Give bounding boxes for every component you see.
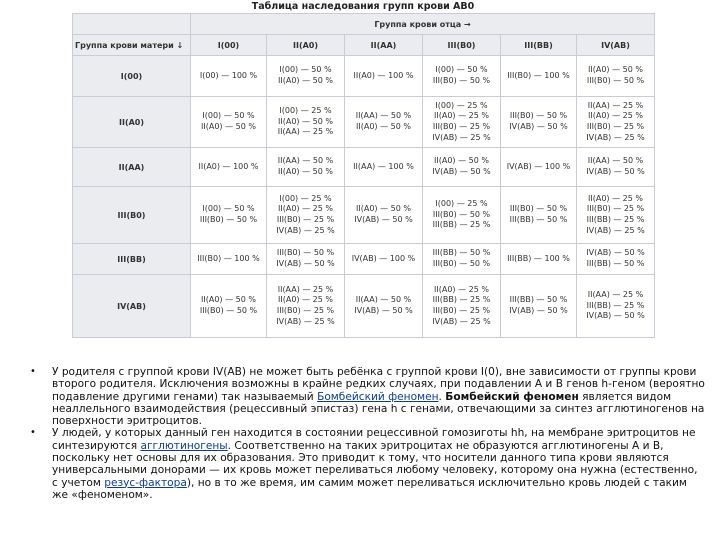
table-cell: [577, 148, 655, 187]
cell-line: II(A0) — 50 %: [278, 116, 333, 126]
cell-line: I(00) — 25 %: [279, 193, 332, 203]
cell-line: III(B0) — 25 %: [276, 306, 335, 315]
cell-line: II(A0) — 100 %: [198, 161, 259, 171]
cell-line: II(A0) — 50 %: [434, 156, 489, 166]
table-title: Таблица наследования групп крови AB0: [251, 1, 475, 12]
cell-line: IV(AB) — 100 %: [506, 161, 571, 171]
table-cell: [267, 97, 345, 148]
cell-line: II(A0) — 50 %: [201, 295, 256, 305]
table-cell: [345, 275, 423, 338]
cell-line: III(BB) — 25 %: [586, 300, 645, 310]
cell-line: IV(AB) — 50 %: [432, 167, 491, 176]
cell-line: II(A0) — 25 %: [278, 204, 333, 214]
cell-line: II(A0) — 50 %: [201, 122, 256, 131]
cell-line: II(AA) — 100 %: [353, 161, 414, 171]
table-cell: [423, 56, 501, 97]
table-cell: [267, 187, 345, 244]
cell-line: IV(AB) — 25 %: [432, 132, 491, 142]
table-cell: [423, 187, 501, 244]
cell-line: IV(AB) — 50 %: [354, 215, 413, 224]
cell-line: III(B0) — 25 %: [432, 306, 491, 315]
table-cell: [345, 187, 423, 244]
cell-line: IV(AB) — 25 %: [586, 132, 645, 142]
table-cell: [267, 56, 345, 97]
cell-line: III(B0) — 100 %: [197, 253, 260, 263]
table-cell: [501, 275, 577, 338]
mother-group-cell: II(AA): [73, 148, 191, 187]
header-row-father: [73, 14, 655, 35]
col-header: IV(AB): [577, 35, 655, 56]
cell-line: IV(AB) — 50 %: [586, 167, 645, 176]
table-cell: [423, 97, 501, 148]
cell-line: III(B0) — 50 %: [199, 215, 258, 224]
cell-line: III(BB) — 25 %: [432, 295, 491, 305]
table-row: [73, 148, 655, 187]
cell-line: III(B0) — 50 %: [199, 306, 258, 315]
cell-line: II(A0) — 50 %: [356, 204, 411, 214]
cell-line: III(B0) — 50 %: [432, 259, 491, 268]
cell-line: III(BB) — 50 %: [586, 259, 645, 268]
cell-line: III(B0) — 50 %: [509, 111, 568, 121]
table-cell: [423, 148, 501, 187]
cell-line: III(B0) — 25 %: [432, 122, 491, 131]
inheritance-table: [72, 13, 655, 338]
cell-line: III(BB) — 100 %: [507, 253, 570, 263]
cell-line: II(A0) — 50 %: [278, 167, 333, 176]
cell-line: III(B0) — 100 %: [507, 70, 570, 80]
cell-line: II(A0) — 50 %: [356, 122, 411, 131]
cell-line: II(AA) — 25 %: [277, 284, 334, 294]
table-cell: [501, 56, 577, 97]
blood-group-table-block: [72, 0, 654, 338]
cell-line: I(00) — 100 %: [199, 70, 258, 80]
table-cell: [345, 56, 423, 97]
mother-group-cell: IV(AB): [73, 275, 191, 338]
father-header: Группа крови отца →: [191, 14, 655, 35]
cell-line: I(00) — 25 %: [279, 106, 332, 116]
table-cell: [191, 187, 267, 244]
table-cell: [501, 148, 577, 187]
cell-line: II(AA) — 50 %: [587, 156, 644, 166]
mother-group-cell: III(B0): [73, 187, 191, 244]
cell-line: III(B0) — 50 %: [432, 76, 491, 85]
cell-line: II(A0) — 25 %: [588, 193, 643, 203]
cell-line: II(A0) — 25 %: [278, 295, 333, 305]
mother-group-cell: I(00): [73, 56, 191, 97]
cell-line: I(00) — 50 %: [279, 65, 332, 75]
cell-line: IV(AB) — 25 %: [276, 225, 335, 235]
table-cell: [267, 244, 345, 275]
table-cell: [267, 275, 345, 338]
list-item: • У родителя с группой крови IV(AB) не может быть ребёнка с группой крови I(0), вне зависимости от группы крови второго родителя. Исключения возможны в крайне редких случаях, при подавлении A и B генов h-геном (вероятно подавление другими генами) так называемый Бомбейский феномен. Бомбейский феномен является видом неаллельного взаимодействия (рецессивный эпистаз) гена h с генами, отвечающими за синтез агглютиногенов на поверхности эритроцитов.: [30, 366, 705, 428]
cell-line: IV(AB) — 25 %: [432, 316, 491, 326]
table-row: [73, 97, 655, 148]
col-header: III(BB): [501, 35, 577, 56]
mother-group-cell: III(BB): [73, 244, 191, 275]
table-cell: [423, 244, 501, 275]
cell-line: IV(AB) — 25 %: [276, 316, 335, 326]
cell-line: III(B0) — 25 %: [586, 204, 645, 214]
cell-line: III(BB) — 50 %: [509, 295, 568, 305]
header-row-columns: [73, 35, 655, 56]
cell-line: II(A0) — 50 %: [588, 65, 643, 75]
table-cell: [191, 97, 267, 148]
table-cell: [345, 148, 423, 187]
cell-line: II(A0) — 100 %: [353, 70, 414, 80]
cell-line: II(AA) — 50 %: [355, 111, 412, 121]
cell-line: IV(AB) — 25 %: [586, 225, 645, 235]
cell-line: II(A0) — 50 %: [278, 76, 333, 85]
table-cell: [577, 56, 655, 97]
bullet-icon: •: [30, 427, 36, 439]
table-row: [73, 187, 655, 244]
cell-line: IV(AB) — 50 %: [509, 306, 568, 315]
bombay-phenomenon-link[interactable]: Бомбейский феномен: [317, 390, 439, 403]
table-cell: [577, 275, 655, 338]
cell-line: II(AA) — 50 %: [355, 295, 412, 305]
cell-line: III(BB) — 25 %: [586, 215, 645, 224]
mother-group-cell: II(A0): [73, 97, 191, 148]
col-header: II(AA): [345, 35, 423, 56]
cell-line: III(B0) — 50 %: [509, 204, 568, 214]
table-cell: [577, 187, 655, 244]
cell-line: III(B0) — 25 %: [586, 122, 645, 131]
table-cell: [267, 148, 345, 187]
cell-line: IV(AB) — 100 %: [351, 253, 416, 263]
table-row: [73, 275, 655, 338]
corner-cell: [73, 14, 191, 35]
table-cell: [191, 56, 267, 97]
cell-line: II(A0) — 25 %: [434, 111, 489, 121]
table-cell: [345, 244, 423, 275]
cell-line: IV(AB) — 50 %: [586, 248, 645, 258]
cell-line: III(BB) — 50 %: [509, 215, 568, 224]
cell-line: III(B0) — 50 %: [276, 248, 335, 258]
table-cell: [501, 97, 577, 148]
table-cell: [423, 275, 501, 338]
cell-line: I(00) — 50 %: [435, 65, 488, 75]
cell-line: II(A0) — 25 %: [434, 284, 489, 294]
cell-line: III(B0) — 25 %: [276, 215, 335, 224]
col-header: I(00): [191, 35, 267, 56]
table-cell: [501, 187, 577, 244]
cell-line: I(00) — 50 %: [202, 111, 255, 121]
table-cell: [501, 244, 577, 275]
col-header: II(A0): [267, 35, 345, 56]
cell-line: II(AA) — 25 %: [587, 100, 644, 110]
cell-line: I(00) — 25 %: [435, 100, 488, 110]
bullet-icon: •: [30, 366, 36, 377]
col-header: III(B0): [423, 35, 501, 56]
table-cell: [345, 97, 423, 148]
cell-line: IV(AB) — 50 %: [354, 306, 413, 315]
cell-line: II(A0) — 25 %: [588, 111, 643, 121]
table-cell: [577, 244, 655, 275]
cell-line: I(00) — 50 %: [202, 204, 255, 214]
list-item: • У людей, у которых данный ген находится в состоянии рецессивной гомозиготы hh, на мембране эритроцитов не синтезируются агглютиногены. Соответственно на таких эритроцитах не образуются агглютиногены A и B, поскольку нет основы для их образования. Это приводит к тому, что носители данного типа крови являются универсальными донорами — их кровь может переливаться любому человеку, которому она нужна (естественно, с учетом резус-фактора), но в то же время, им самим может переливаться исключительно кровь людей с таким же «феноменом».: [30, 427, 698, 501]
cell-line: II(AA) — 50 %: [277, 156, 334, 166]
mother-header: Группа крови матери ↓: [73, 35, 191, 56]
table-cell: [191, 148, 267, 187]
table-cell: [577, 97, 655, 148]
bombay-phenomenon-term: Бомбейский феномен: [445, 390, 579, 403]
cell-line: I(00) — 25 %: [435, 199, 488, 209]
agglutinogens-link[interactable]: агглютиногены: [140, 439, 228, 452]
table-cell: [191, 244, 267, 275]
cell-line: III(B0) — 50 %: [432, 209, 491, 219]
cell-line: II(AA) — 25 %: [277, 127, 334, 137]
table-cell: [191, 275, 267, 338]
rh-factor-link[interactable]: резус-фактора: [104, 476, 187, 489]
cell-line: III(BB) — 25 %: [432, 220, 491, 230]
cell-line: IV(AB) — 50 %: [276, 259, 335, 268]
cell-line: III(B0) — 50 %: [586, 76, 645, 85]
cell-line: IV(AB) — 50 %: [586, 311, 645, 321]
table-row: [73, 56, 655, 97]
cell-line: II(AA) — 25 %: [587, 290, 644, 300]
notes-list: [30, 366, 706, 501]
cell-line: IV(AB) — 50 %: [509, 122, 568, 131]
table-row: [73, 244, 655, 275]
cell-line: III(BB) — 50 %: [432, 248, 491, 258]
